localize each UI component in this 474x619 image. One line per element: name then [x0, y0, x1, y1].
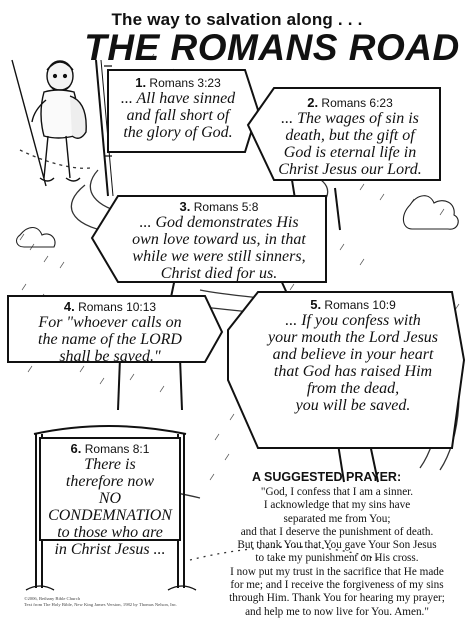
sign-6-reference: 6. Romans 8:1	[70, 441, 150, 456]
sign-5-verse: ... If you confess with your mouth the Lord Jesus and believe in your heart that God has raised Him from the dead, you will be saved.	[267, 312, 439, 414]
sign-6-verse: There is therefore now NO CONDEMNATION to those who are in Christ Jesus ...	[48, 456, 172, 558]
sign-2-reference: 2. Romans 6:23	[307, 95, 393, 110]
page-title: THE ROMANS ROAD	[84, 27, 460, 68]
sign-4-verse: For "whoever calls on the name of the LORD shall be saved."	[38, 314, 182, 365]
copyright-credit: ©2006, Bethany Bible Church Text from The Holy Bible, New King James Version, 1982 by Thomas Nelson, Inc.	[24, 596, 178, 607]
sign-1-reference: 1. Romans 3:23	[135, 75, 221, 90]
sign-1-verse: ... All have sinned and fall short of the glory of God.	[120, 90, 236, 141]
prayer-heading: A SUGGESTED PRAYER:	[252, 470, 402, 484]
sign-4-reference: 4. Romans 10:13	[63, 299, 157, 314]
prayer-text: "God, I confess that I am a sinner. I acknowledge that my sins have separated me from You; and that I deserve the punishment of death. But thank You that You gave Your Son Jesus to take my punishment on His cross. I now put my trust in the sacrifice that He made for me; and I receive the forgiveness of my sins through Him. Thank You for hearing my prayer; and help me to now live for You. Amen."	[229, 486, 445, 618]
sign-1	[108, 76, 248, 141]
sign-3-verse: ... God demonstrates His own love toward us, in that while we were still sinners, Christ died for us.	[132, 214, 306, 282]
sign-6	[42, 442, 178, 558]
sign-3	[112, 200, 326, 282]
sign-2	[262, 96, 438, 178]
sign-3-reference: 3. Romans 5:8	[179, 199, 259, 214]
sign-2-verse: ... The wages of sin is death, but the gift of God is eternal life in Christ Jesus our Lord.	[278, 110, 422, 178]
sign-5	[250, 298, 456, 414]
sign-5-reference: 5. Romans 10:9	[310, 297, 396, 312]
page-subtitle: The way to salvation along . . .	[111, 10, 363, 29]
sign-4	[12, 300, 208, 365]
